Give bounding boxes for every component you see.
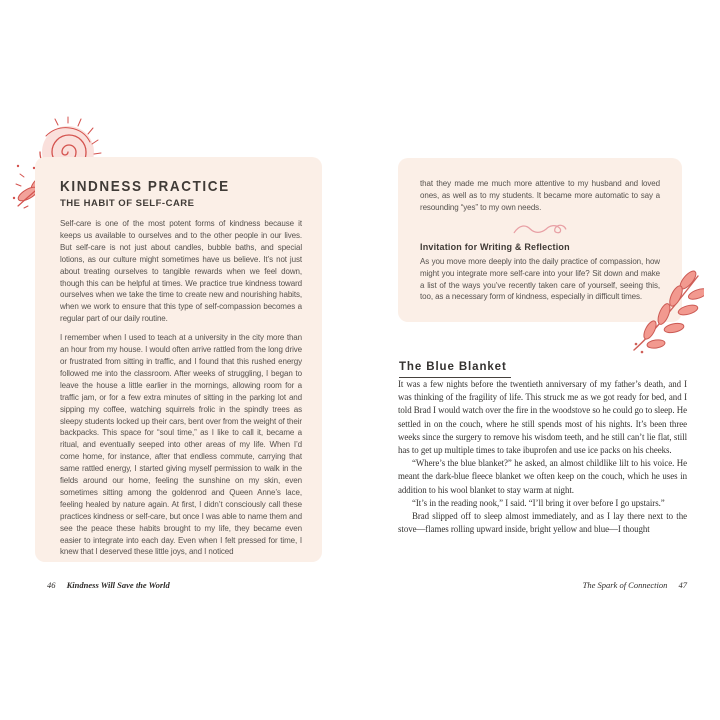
- story-paragraph-4: Brad slipped off to sleep almost immediately, and as I lay there next to the stove—flames rolling upward inside, bright yellow and blue—I thought: [398, 511, 687, 535]
- book-title: Kindness Will Save the World: [66, 580, 170, 590]
- curled-line-flourish-icon: [511, 221, 569, 237]
- left-page-footer: [47, 580, 170, 590]
- right-page-footer: [398, 580, 687, 590]
- kindness-practice-panel: [35, 157, 322, 562]
- page-number-right: 47: [678, 580, 687, 590]
- practice-title: THE HABIT OF SELF-CARE: [60, 198, 195, 209]
- story-paragraph-2: “Where’s the blue blanket?” he asked, an almost childlike lilt to his voice. He meant the dark-blue fleece blanket we often keep on the couch, which he uses in addition to his wool blanket to stay warm at night.: [398, 458, 687, 495]
- reflection-panel: [398, 158, 682, 322]
- story-paragraph-1: It was a few nights before the twentieth anniversary of my father’s death, and I was thinking of the fragility of life. This struck me as we got ready for bed, and I told Brad I would watch over the fire in the woodstove so he could go to sleep. He settled in on the couch, where he still spends most of his nights. It’s been three weeks since the surgery to remove his wisdom teeth, and he still can’t lie flat, still has to get up multiple times to take ibuprofen and use ice packs on his cheeks.: [398, 379, 687, 456]
- practice-paragraph-2: I remember when I used to teach at a university in the city more than an hour from my house. I would often arrive rattled from the long drive or frustrated from sitting in traffic, and I found that this rushed energy followed me into the classroom. After weeks of struggling, I began to leave the house a little earlier in the mornings, allowing room for a traffic jam, or for a few extra minutes of sitting in the parking lot and sipping my coffee, watching squirrels frolic in the spindly trees as sleepy students locked up their cars, bent over from the weight of their backpacks. This space for “soul time,” as I like to call it, became a ritual, and eventually seeped into other areas of my life. When I’d come home, for instance, after that endless commute, carrying that same rattled energy, I started giving myself permission to walk in the fields around our home, feeling the sunshine on my skin, even sometimes sitting among the goldenrod and Queen Anne’s lace, feeling healed by nature again. At first, I didn’t consciously call these practices kindness or self-care, but once I was able to name them and see the peace these habits brought to my life, they became even easier to integrate into each day. Even when I felt pressed for time, I knew that I deserved these little joys, and I noticed: [60, 333, 302, 557]
- kindness-practice-label: KINDNESS PRACTICE: [60, 178, 230, 195]
- story-paragraph-3: “It’s in the reading nook,” I said. “I’ll bring it over before I go upstairs.”: [412, 497, 665, 508]
- chapter-title: The Spark of Connection: [582, 580, 668, 590]
- panel-continuation-text: that they made me much more attentive to my husband and loved ones, as well as to my students. It became more automatic to say a resounding “yes” to my own needs.: [420, 179, 660, 212]
- reflection-text: As you move more deeply into the daily practice of compassion, how might you integrate more self-care into your life? Sit down and make a list of the ways you’ve recently taken care of yourself, seeing this, too, as a necessary form of kindness, especially in difficult times.: [420, 256, 660, 302]
- story-body: [398, 378, 687, 536]
- practice-paragraph-1: Self-care is one of the most potent forms of kindness because it keeps us available to ourselves and to the other people in our lives. But self-care is not just about candles, bubble baths, and special lotions, as our culture might sometimes have us believe. It’s not just about treating ourselves to tangible rewards when we feel down, though this can be helpful at times. We practice true kindness toward ourselves when we take the time to create new and nourishing habits, when we work to ensure that this type of self-compassion becomes a regular part of our daily routine.: [60, 219, 302, 324]
- section-heading: The Blue Blanket: [399, 361, 511, 378]
- reflection-heading: Invitation for Writing & Reflection: [420, 241, 570, 252]
- page-number-left: 46: [47, 580, 56, 590]
